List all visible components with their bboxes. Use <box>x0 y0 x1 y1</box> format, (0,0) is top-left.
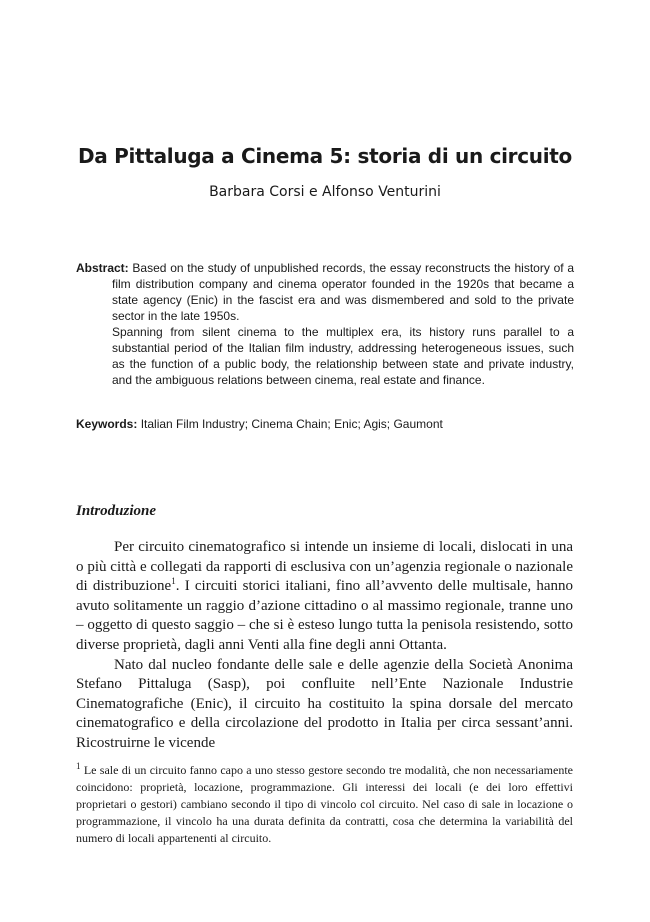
authors: Barbara Corsi e Alfonso Venturini <box>209 184 441 200</box>
body-paragraph-1-part-b: . I circuiti storici italiani, fino all’avvento delle multisale, hanno avuto solitamente un raggio d’azione cittadino o al massimo regionale, tranne uno – oggetto di questo saggio – che si è esteso lungo tutta la penisola resistendo, sotto diverse proprietà, dagli anni Venti alla fine degli anni Ottanta. <box>76 578 573 653</box>
section-title: Introduzione <box>76 503 157 519</box>
body-paragraph-1-part-a: Per circuito cinematografico si intende un insieme di locali, dislocati in una o più città e collegati da rapporti di esclusiva con un’agenzia regionale o nazionale di distribuzione <box>76 539 573 595</box>
abstract-text-1: Based on the study of unpublished records, the essay reconstructs the history of a film distribution company and cinema operator founded in the 1920s that became a state agency (Enic) in the fascist era and was dismembered and sold to the private sector in the late 1950s. <box>112 261 574 323</box>
abstract-paragraph-2: Spanning from silent cinema to the multiplex era, its history runs parallel to a substantial period of the Italian film industry, addressing heterogeneous issues, such as the function of a public body, the relationship between state and private industry, and the ambiguous relations between cinema, real estate and finance. <box>112 325 574 387</box>
keywords <box>76 416 574 432</box>
footnote-text: Le sale di un circuito fanno capo a uno stesso gestore secondo tre modalità, che non necessariamente coincidono: proprietà, locazione, programmazione. Gli interessi dei locali (e dei loro effettivi proprietari o gestori) cambiano secondo il tipo di vincolo col circuito. Nel caso di sale in locazione o programmazione, il vincolo ha una durata definita da contratti, cosa che determina la variabilità del numero di locali appartenenti al circuito. <box>76 763 573 845</box>
abstract-paragraph-1 <box>76 260 574 324</box>
footnote <box>76 762 573 847</box>
body-paragraph-1 <box>76 538 573 656</box>
body-paragraph-2: Nato dal nucleo fondante delle sale e delle agenzie della Società Anonima Stefano Pittaluga (Sasp), poi confluite nell’Ente Nazionale Industrie Cinematografiche (Enic), il circuito ha costituito la spina dorsale del mercato cinematografico e della circolazione del prodotto in Italia per circa sessant’anni. Ricostruirne le vicende <box>76 656 573 751</box>
page-title: Da Pittaluga a Cinema 5: storia di un circuito <box>77 144 572 168</box>
abstract-label: Abstract: <box>76 261 129 275</box>
body-text <box>76 538 573 754</box>
footnote-reference: 1 <box>171 576 176 587</box>
footnote-number: 1 <box>76 761 81 771</box>
abstract <box>76 260 574 388</box>
keywords-text: Italian Film Industry; Cinema Chain; Enic; Agis; Gaumont <box>137 417 443 431</box>
keywords-label: Keywords: <box>76 417 138 431</box>
